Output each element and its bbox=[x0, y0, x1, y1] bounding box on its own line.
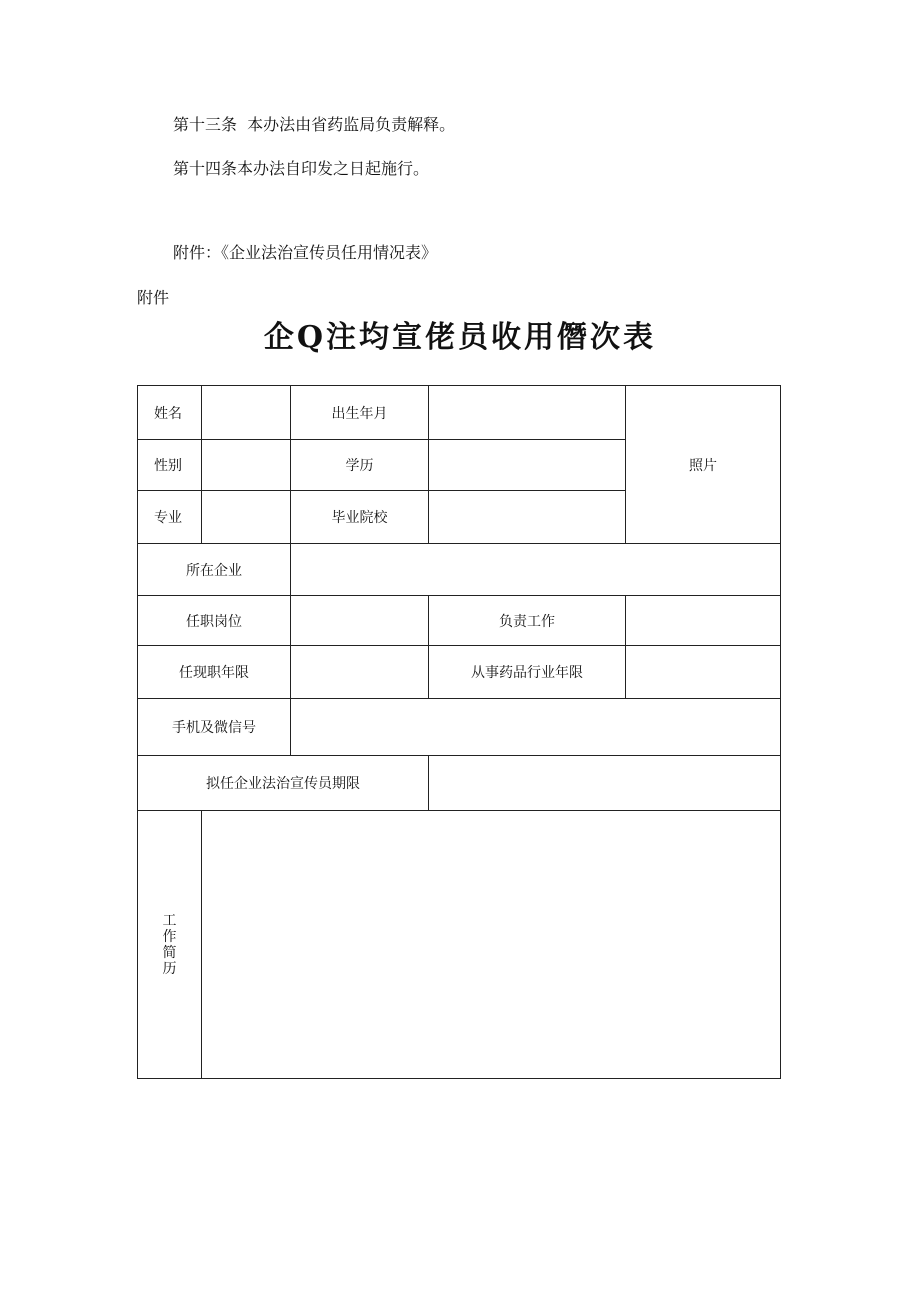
proposed-term-label: 拟任企业法治宣传员期限 bbox=[138, 756, 429, 811]
gender-label: 性别 bbox=[138, 440, 202, 491]
photo-cell: 照片 bbox=[626, 386, 781, 544]
position-field[interactable] bbox=[291, 596, 429, 646]
education-field[interactable] bbox=[429, 440, 626, 491]
form-row-work-history bbox=[138, 811, 781, 1079]
phone-wechat-field[interactable] bbox=[291, 699, 781, 756]
company-label: 所在企业 bbox=[138, 544, 291, 596]
name-field[interactable] bbox=[202, 386, 291, 440]
graduate-school-field[interactable] bbox=[429, 491, 626, 544]
industry-years-field[interactable] bbox=[626, 646, 781, 699]
company-field[interactable] bbox=[291, 544, 781, 596]
position-label: 任职岗位 bbox=[138, 596, 291, 646]
work-history-field[interactable] bbox=[202, 811, 781, 1079]
major-field[interactable] bbox=[202, 491, 291, 544]
phone-wechat-label: 手机及微信号 bbox=[138, 699, 291, 756]
name-label: 姓名 bbox=[138, 386, 202, 440]
tenure-label: 任现职年限 bbox=[138, 646, 291, 699]
work-history-label: 工作简历 bbox=[162, 912, 177, 977]
attachment-label: 附件 bbox=[137, 288, 170, 307]
tenure-field[interactable] bbox=[291, 646, 429, 699]
form-title: 企Q注均宣佬员收用僭次表 bbox=[263, 320, 657, 355]
form-row-company bbox=[138, 544, 781, 596]
birth-date-label: 出生年月 bbox=[291, 386, 429, 440]
form-row-name bbox=[138, 386, 781, 440]
form-row-position bbox=[138, 596, 781, 646]
responsibility-label: 负责工作 bbox=[429, 596, 626, 646]
graduate-school-label: 毕业院校 bbox=[291, 491, 429, 544]
attachment-note: 附件：《企业法治宣传员任用情况表》 bbox=[173, 243, 438, 262]
article-13-text: 第十三条 本办法由省药监局负责解释。 bbox=[173, 115, 456, 134]
proposed-term-field[interactable] bbox=[429, 756, 781, 811]
birth-date-field[interactable] bbox=[429, 386, 626, 440]
gender-field[interactable] bbox=[202, 440, 291, 491]
form-row-tenure bbox=[138, 646, 781, 699]
form-row-phone bbox=[138, 699, 781, 756]
education-label: 学历 bbox=[291, 440, 429, 491]
article-14-text: 第十四条本办法自印发之日起施行。 bbox=[173, 159, 430, 178]
industry-years-label: 从事药品行业年限 bbox=[429, 646, 626, 699]
form-row-term bbox=[138, 756, 781, 811]
work-history-label-cell bbox=[138, 811, 202, 1079]
appointment-form-table bbox=[137, 385, 781, 1079]
responsibility-field[interactable] bbox=[626, 596, 781, 646]
major-label: 专业 bbox=[138, 491, 202, 544]
